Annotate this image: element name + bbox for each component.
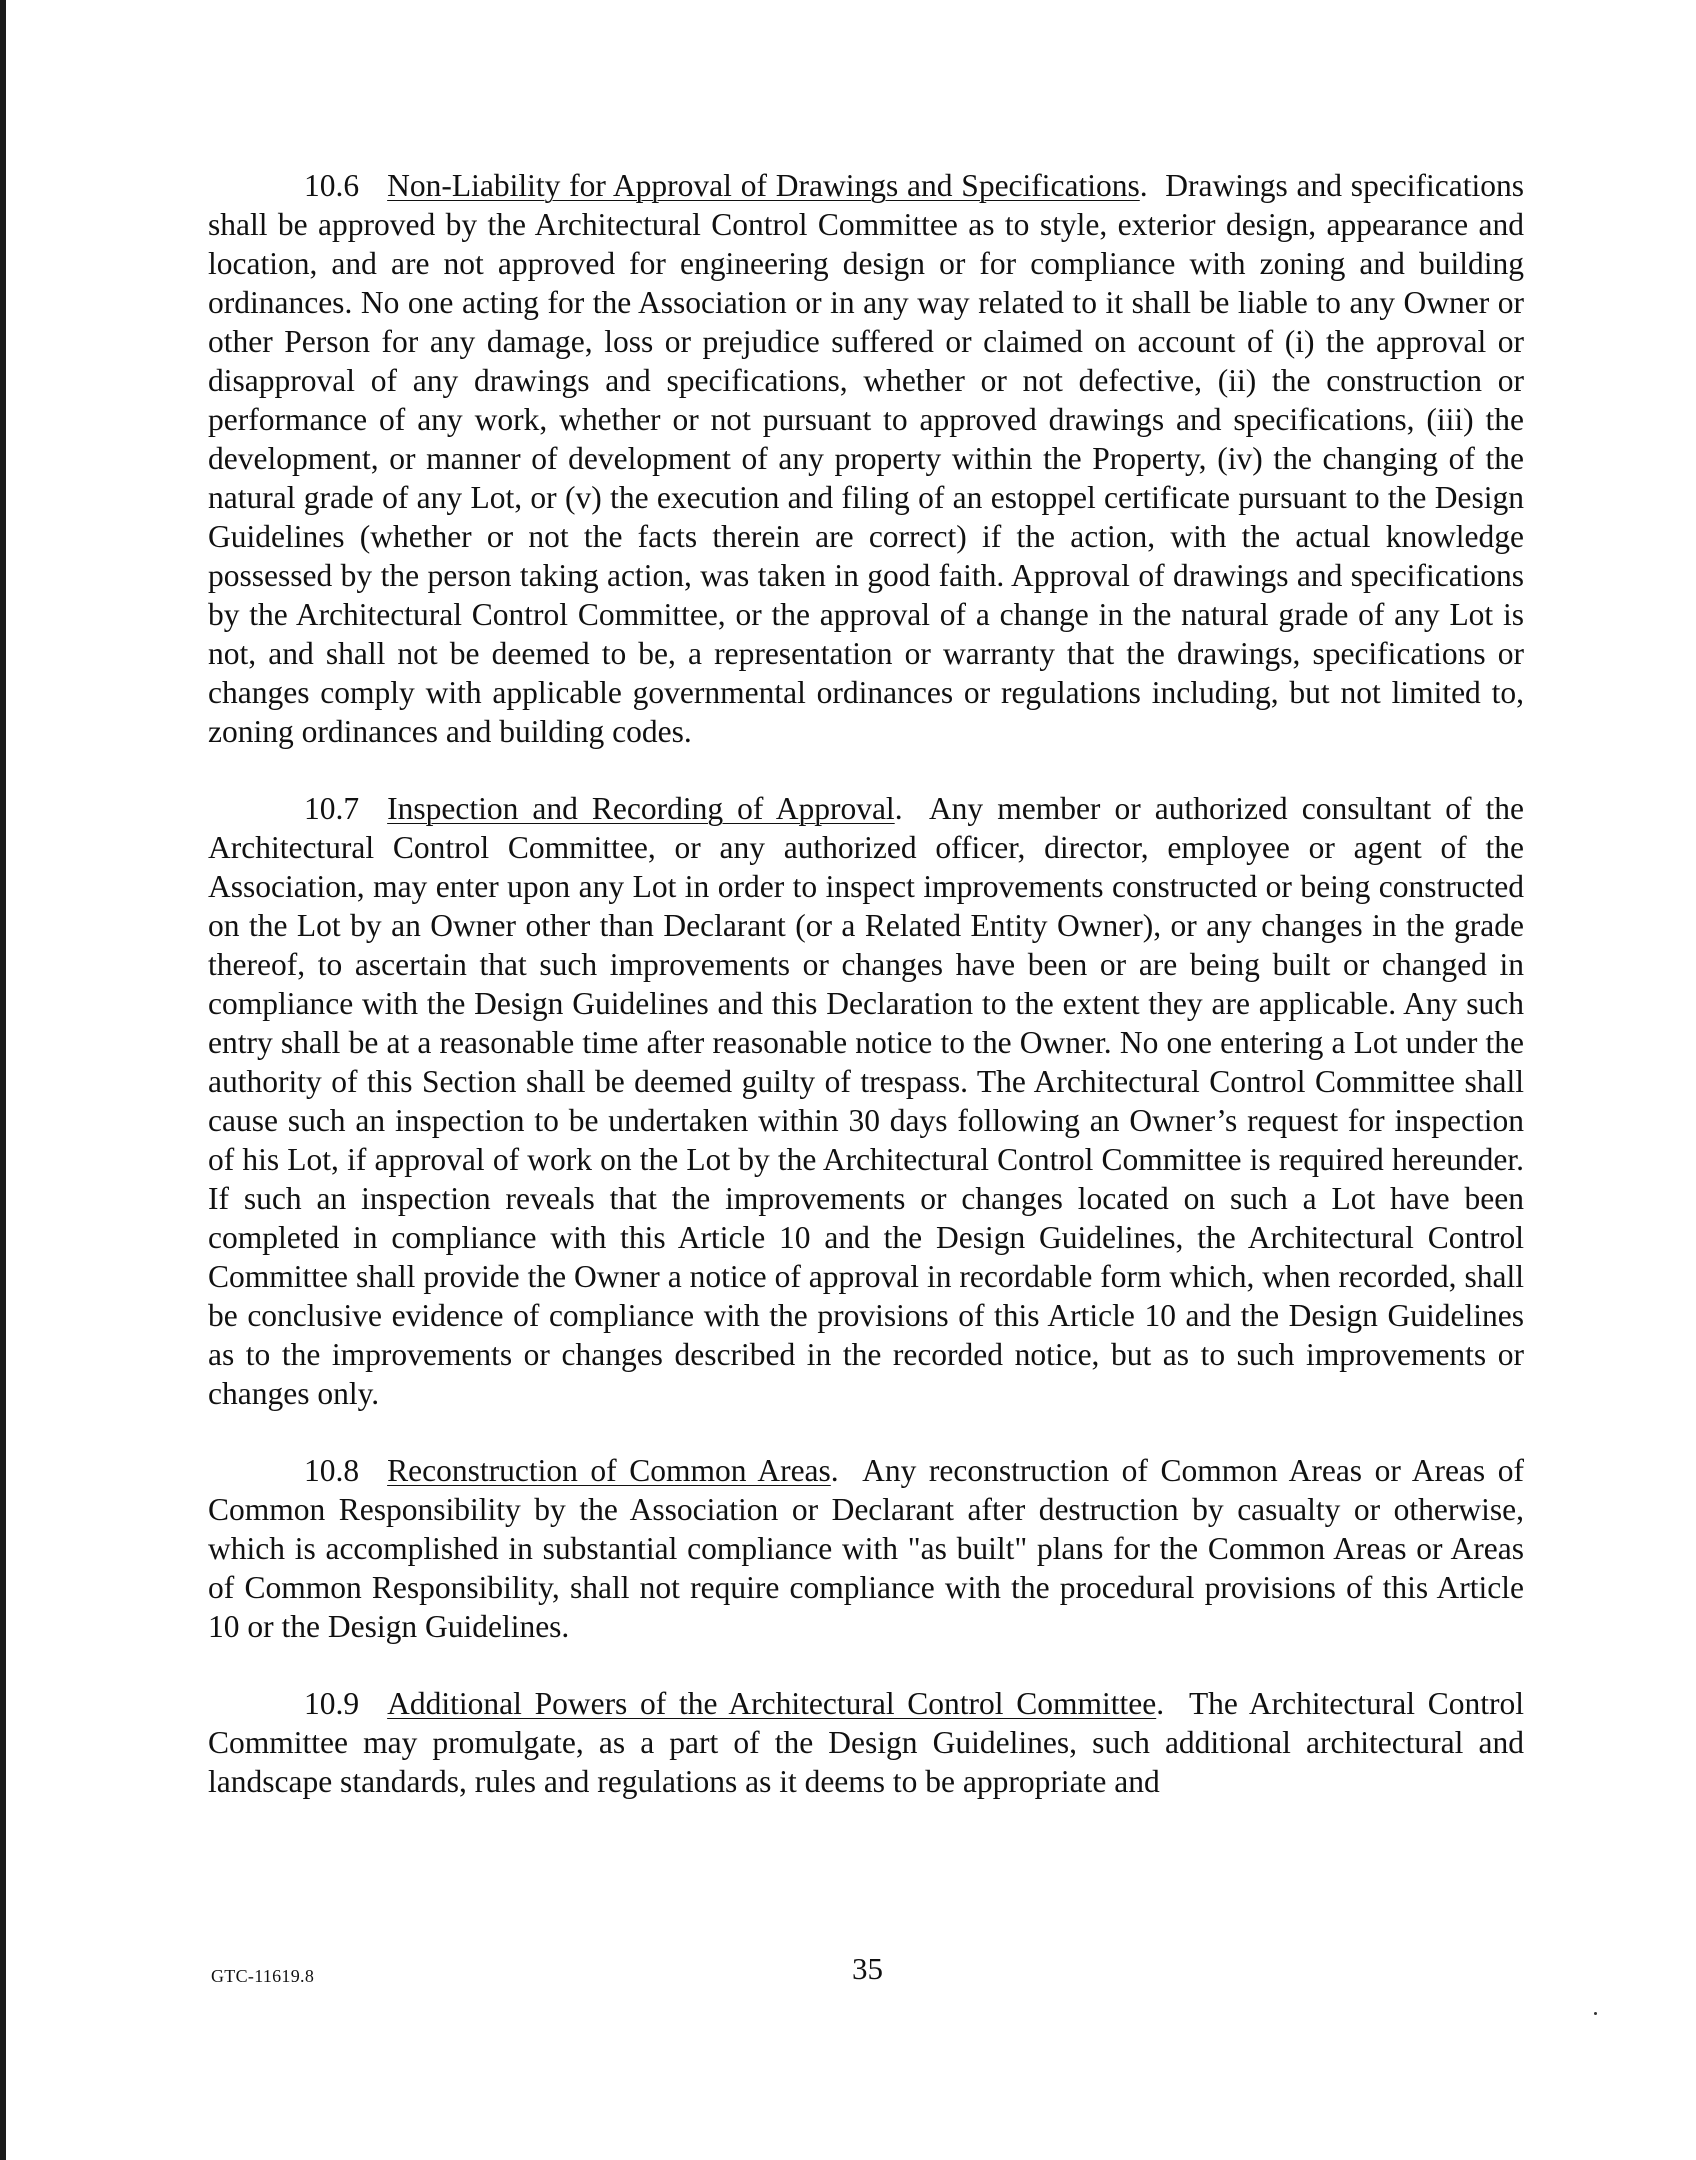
section-number: 10.9	[304, 1686, 360, 1721]
section-10-7	[208, 789, 1524, 1413]
scan-speck	[1594, 2012, 1597, 2015]
scan-left-edge	[0, 0, 6, 2160]
heading-period: .	[1156, 1686, 1165, 1721]
document-id: GTC-11619.8	[211, 1966, 315, 1986]
section-10-9	[208, 1684, 1524, 1801]
section-heading: Reconstruction of Common Areas	[387, 1453, 831, 1488]
section-number: 10.6	[304, 168, 360, 203]
heading-period: .	[1139, 168, 1148, 203]
section-body: The Architectural Control Committee may promulgate, as a part of the Design Guidelines, such additional architectural and landscape standards, rules and regulations as it deems to be appropriate and	[208, 1686, 1524, 1799]
section-heading: Inspection and Recording of Approval	[387, 791, 895, 826]
heading-period: .	[894, 791, 903, 826]
section-number: 10.8	[304, 1453, 360, 1488]
document-body	[208, 166, 1524, 1839]
section-10-8	[208, 1451, 1524, 1646]
section-body: Any member or authorized consultant of the Architectural Control Committee, or any authorized officer, director, employee or agent of the Association, may enter upon any Lot in order to inspect improvements constructed or being constructed on the Lot by an Owner other than Declarant (or a Related Entity Owner), or any changes in the grade thereof, to ascertain that such improvements or changes have been or are being built or changed in compliance with the Design Guidelines and this Declaration to the extent they are applicable. Any such entry shall be at a reasonable time after reasonable notice to the Owner. No one entering a Lot under the authority of this Section shall be deemed guilty of trespass. The Architectural Control Committee shall cause such an inspection to be undertaken within 30 days following an Owner’s request for inspection of his Lot, if approval of work on the Lot by the Architectural Control Committee is required hereunder. If such an inspection reveals that the improvements or changes located on such a Lot have been completed in compliance with this Article 10 and the Design Guidelines, the Architectural Control Committee shall provide the Owner a notice of approval in recordable form which, when recorded, shall be conclusive evidence of compliance with the provisions of this Article 10 and the Design Guidelines as to the improvements or changes described in the recorded notice, but as to such improvements or changes only.	[208, 791, 1525, 1411]
section-10-6	[208, 166, 1524, 751]
heading-period: .	[830, 1453, 839, 1488]
section-heading: Additional Powers of the Architectural Control Committee	[387, 1686, 1157, 1721]
page-number: 35	[852, 1951, 883, 1986]
section-heading: Non-Liability for Approval of Drawings and Specifications	[387, 168, 1140, 203]
section-body: Drawings and specifications shall be approved by the Architectural Control Committee as to style, exterior design, appearance and location, and are not approved for engineering design or for compliance with zoning and building ordinances. No one acting for the Association or in any way related to it shall be liable to any Owner or other Person for any damage, loss or prejudice suffered or claimed on account of (i) the approval or disapproval of any drawings and specifications, whether or not defective, (ii) the construction or performance of any work, whether or not pursuant to approved drawings and specifications, (iii) the development, or manner of development of any property within the Property, (iv) the changing of the natural grade of any Lot, or (v) the execution and filing of an estoppel certificate pursuant to the Design Guidelines (whether or not the facts therein are correct) if the action, with the actual knowledge possessed by the person taking action, was taken in good faith. Approval of drawings and specifications by the Architectural Control Committee, or the approval of a change in the natural grade of any Lot is not, and shall not be deemed to be, a representation or warranty that the drawings, specifications or changes comply with applicable governmental ordinances or regulations including, but not limited to, zoning ordinances and building codes.	[208, 168, 1524, 749]
section-number: 10.7	[304, 791, 360, 826]
section-body: Any reconstruction of Common Areas or Areas of Common Responsibility by the Association or Declarant after destruction by casualty or otherwise, which is accomplished in substantial compliance with "as built" plans for the Common Areas or Areas of Common Responsibility, shall not require compliance with the procedural provisions of this Article 10 or the Design Guidelines.	[208, 1453, 1524, 1644]
